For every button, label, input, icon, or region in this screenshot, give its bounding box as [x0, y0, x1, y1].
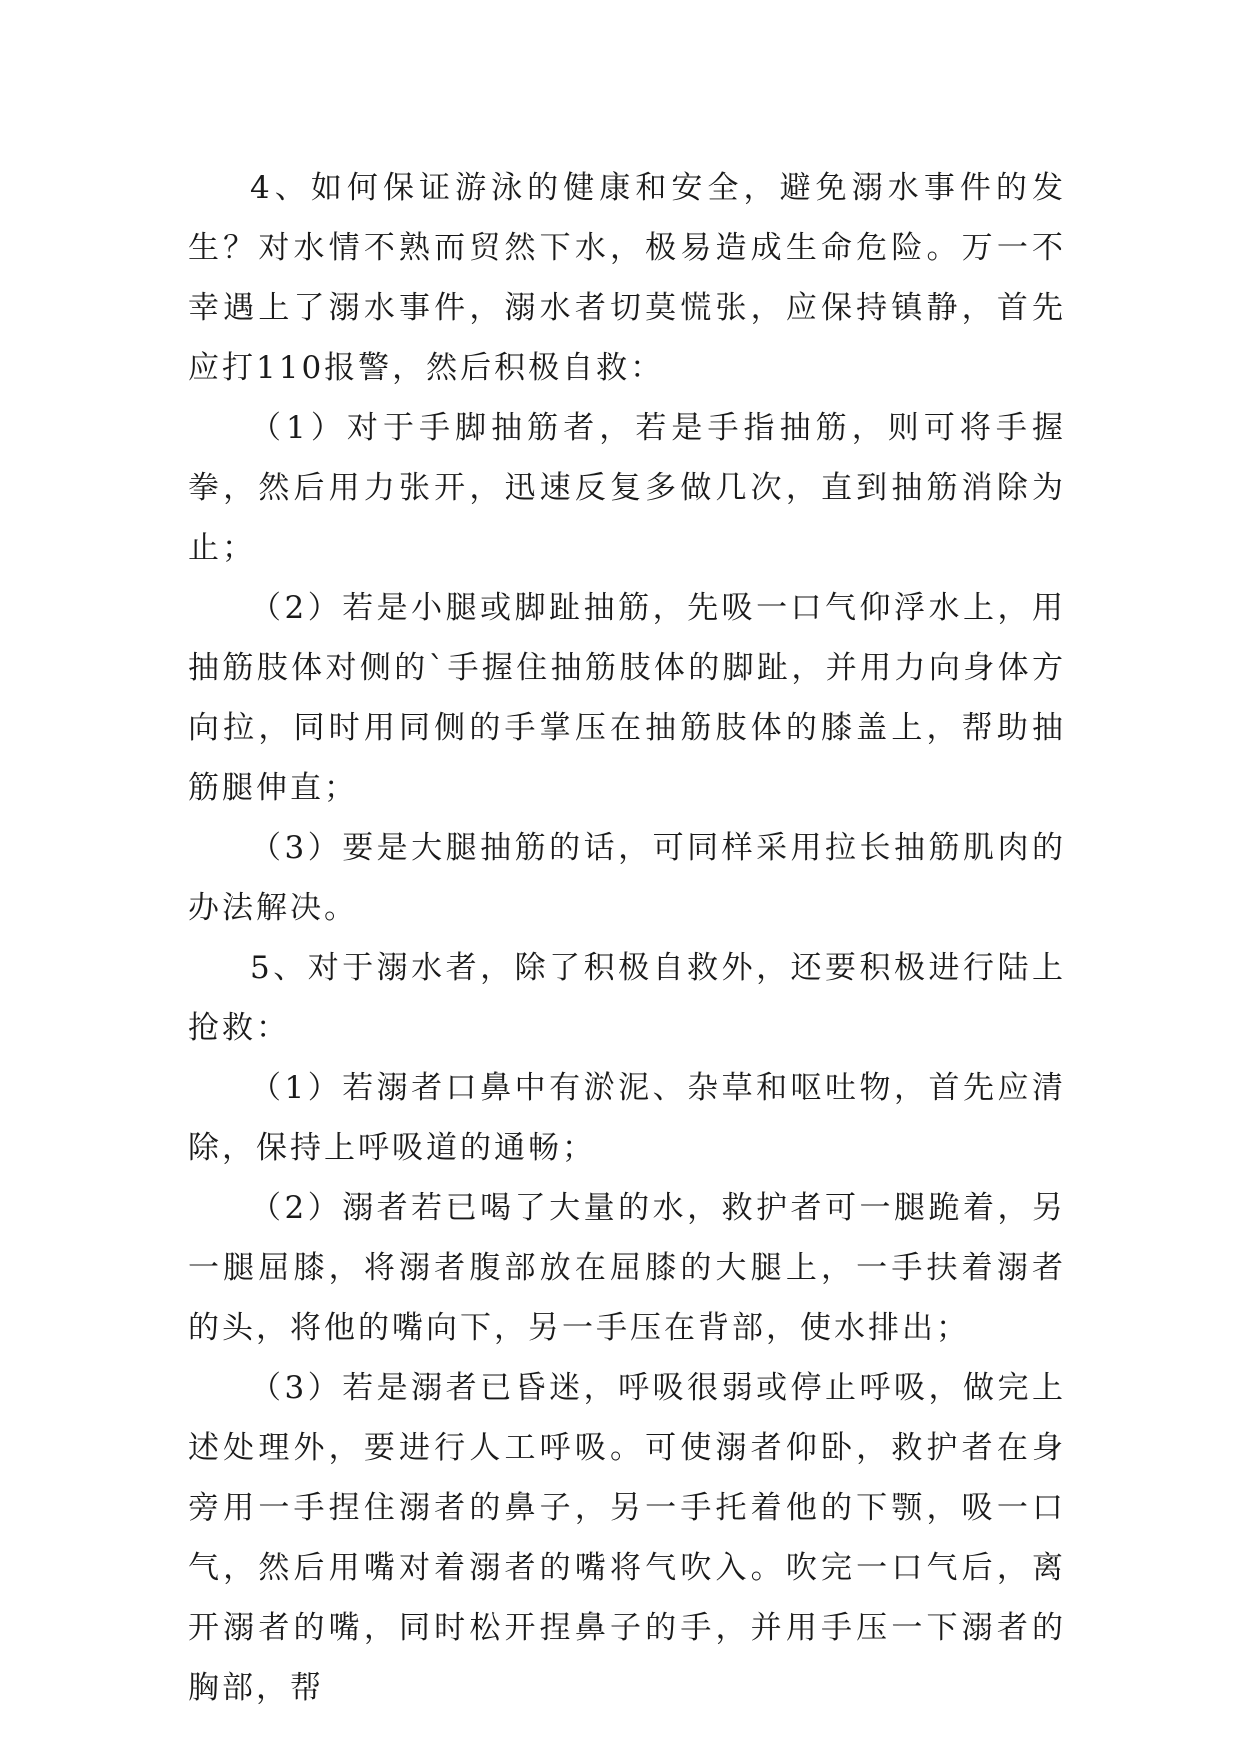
paragraph-5-item-1: （1）若溺者口鼻中有淤泥、杂草和呕吐物，首先应清除，保持上呼吸道的通畅； — [188, 1070, 1066, 1166]
paragraph-5-item-2: （2）溺者若已喝了大量的水，救护者可一腿跪着，另一腿屈膝，将溺者腹部放在屈膝的大腿上，一手扶着溺者的头，将他的嘴向下，另一手压在背部，使水排出； — [188, 1190, 1066, 1346]
document-body — [188, 158, 1066, 1718]
paragraph-4-item-3: （3）要是大腿抽筋的话，可同样采用拉长抽筋肌肉的办法解决。 — [188, 830, 1066, 926]
paragraph-4-item-1: （1）对于手脚抽筋者，若是手指抽筋，则可将手握拳，然后用力张开，迅速反复多做几次，直到抽筋消除为止； — [188, 410, 1066, 566]
paragraph-5-intro: 5、对于溺水者，除了积极自救外，还要积极进行陆上抢救： — [188, 950, 1066, 1046]
paragraph-5-item-3: （3）若是溺者已昏迷，呼吸很弱或停止呼吸，做完上述处理外，要进行人工呼吸。可使溺者仰卧，救护者在身旁用一手捏住溺者的鼻子，另一手托着他的下颚，吸一口气，然后用嘴对着溺者的嘴将气吹入。吹完一口气后，离开溺者的嘴，同时松开捏鼻子的手，并用手压一下溺者的胸部，帮 — [188, 1370, 1066, 1706]
paragraph-4-intro: 4、如何保证游泳的健康和安全，避免溺水事件的发生？对水情不熟而贸然下水，极易造成生命危险。万一不幸遇上了溺水事件，溺水者切莫慌张，应保持镇静，首先应打110报警，然后积极自救： — [188, 170, 1066, 386]
paragraph-4-item-2: （2）若是小腿或脚趾抽筋，先吸一口气仰浮水上，用抽筋肢体对侧的`手握住抽筋肢体的脚趾，并用力向身体方向拉，同时用同侧的手掌压在抽筋肢体的膝盖上，帮助抽筋腿伸直； — [188, 590, 1066, 806]
